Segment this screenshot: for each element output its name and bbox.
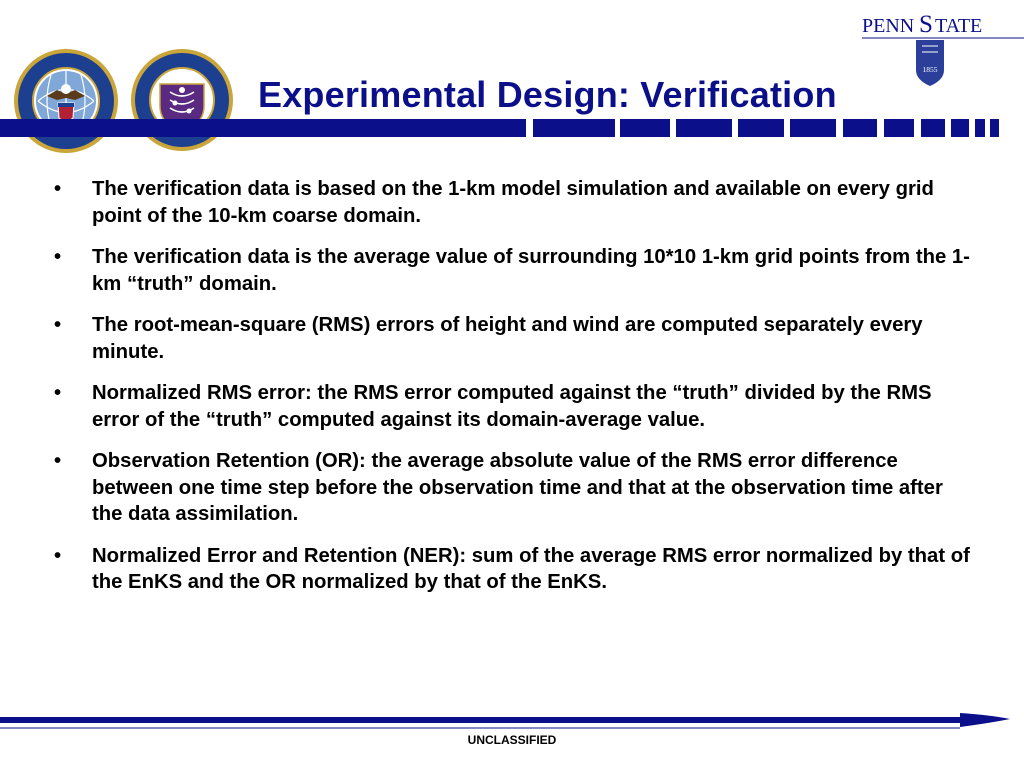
footer-arrow-line bbox=[0, 706, 1024, 734]
bullet-dot: • bbox=[54, 544, 62, 567]
bullet-list bbox=[54, 176, 974, 611]
bullet-dot: • bbox=[54, 178, 62, 200]
bullet-item bbox=[54, 380, 974, 433]
bullet-item bbox=[54, 244, 974, 297]
svg-text:S: S bbox=[919, 12, 933, 38]
bullet-item bbox=[54, 312, 974, 365]
svg-text:PENN: PENN bbox=[862, 15, 915, 37]
bullet-text: The verification data is the average value of surrounding 10*10 1-km grid points from the 1-km “truth” domain. bbox=[92, 246, 970, 295]
bullet-item bbox=[54, 176, 974, 229]
bullet-dot: • bbox=[54, 450, 62, 472]
classification-label: UNCLASSIFIED bbox=[467, 733, 557, 747]
bullet-text: Normalized RMS error: the RMS error computed against the “truth” divided by the RMS error of the “truth” computed against its domain-average value. bbox=[92, 382, 932, 431]
pennstate-logo bbox=[858, 12, 1024, 88]
slide-title: Experimental Design: Verification bbox=[258, 74, 837, 115]
svg-text:1855: 1855 bbox=[922, 65, 938, 74]
svg-text:TATE: TATE bbox=[935, 15, 983, 37]
bullet-item bbox=[54, 448, 974, 528]
bullet-dot: • bbox=[54, 246, 62, 268]
bullet-text: The root-mean-square (RMS) errors of height and wind are computed separately every minute. bbox=[92, 314, 923, 363]
bullet-item bbox=[54, 543, 974, 596]
title-underline-bar bbox=[0, 119, 1024, 139]
bullet-text: Observation Retention (OR): the average absolute value of the RMS error difference between one time step before the observation time and that at the observation time after the data assimilation. bbox=[92, 450, 943, 525]
bullet-dot: • bbox=[54, 382, 62, 404]
bullet-dot: • bbox=[54, 314, 62, 336]
bullet-text: The verification data is based on the 1-km model simulation and available on every grid point of the 10-km coarse domain. bbox=[92, 178, 934, 227]
bullet-text: Normalized Error and Retention (NER): sum of the average RMS error normalized by that of the EnKS and the OR normalized by that of the EnKS. bbox=[92, 544, 970, 593]
